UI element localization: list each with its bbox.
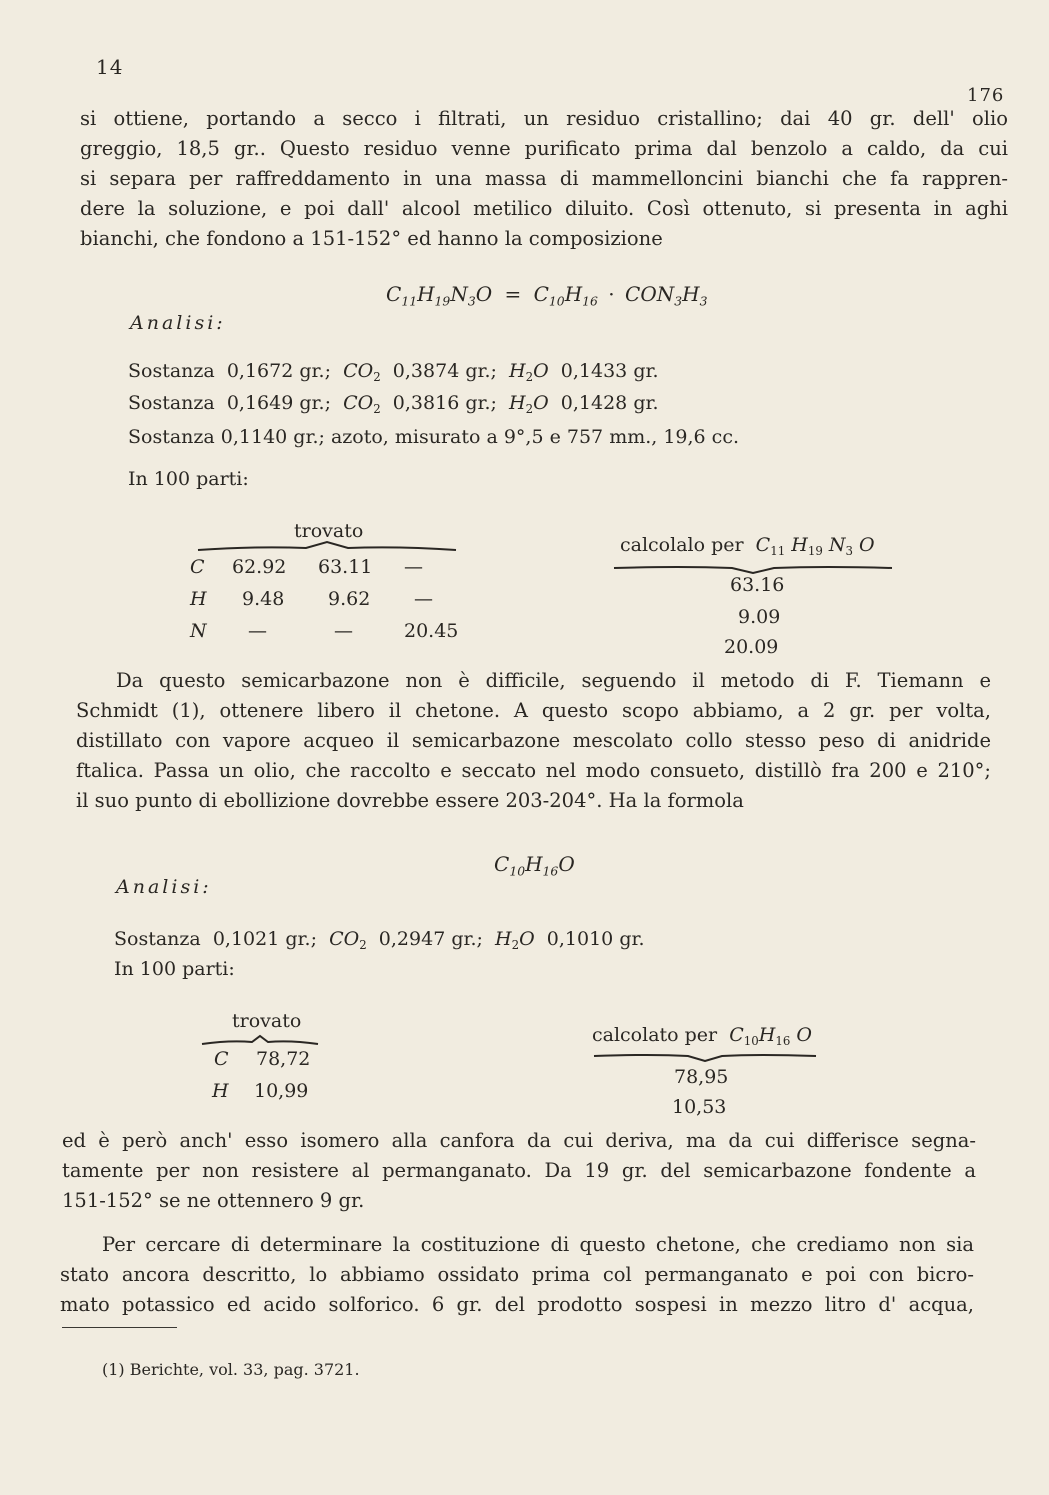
calc-value: 20.09 — [724, 636, 779, 658]
text-line: tamente per non resistere al permanganato. Da 19 gr. del semicarbazone fondente a — [62, 1159, 976, 1182]
analysis-row: Sostanza 0,1672 gr.; $CO_2$ 0,3874 gr.; $H_2O$ 0,1433 gr. — [128, 360, 659, 385]
in-100-parti: In 100 parti: — [114, 958, 235, 980]
trovato-brace — [196, 540, 458, 552]
text-line: bianchi, che fondono a 151-152° ed hanno la composizione — [80, 227, 663, 250]
table-row: C 62.92 63.11 — — [190, 556, 423, 578]
analysis-row: Sostanza 0,1021 gr.; $CO_2$ 0,2947 gr.; $H_2O$ 0,1010 gr. — [114, 928, 645, 953]
paragraph-4 — [60, 1230, 974, 1320]
text-line: ftalica. Passa un olio, che raccolto e seccato nel modo consueto, distillò fra 200 e 210°; — [76, 759, 991, 782]
text-line: Per cercare di determinare la costituzione di questo chetone, che crediamo non sia — [102, 1233, 974, 1256]
paragraph-1 — [80, 104, 1008, 254]
table-row: C 78,72 — [214, 1048, 311, 1070]
text-line: greggio, 18,5 gr.. Questo residuo venne purificato prima dal benzolo a caldo, da cui — [80, 137, 1008, 160]
in-100-parti: In 100 parti: — [128, 468, 249, 490]
calc-value: 9.09 — [738, 606, 781, 628]
text-line: dere la soluzione, e poi dall' alcool metilico diluito. Così ottenuto, si presenta in aghi — [80, 197, 1008, 220]
analysis-row-azoto: Sostanza 0,1140 gr.; azoto, misurato a 9°,5 e 757 mm., 19,6 cc. — [128, 426, 740, 448]
text-line: distillato con vapore acqueo il semicarbazone mescolato collo stesso peso di anidride — [76, 729, 991, 752]
text-line: 151-152° se ne ottennero 9 gr. — [62, 1189, 365, 1212]
analysis-row: Sostanza 0,1649 gr.; $CO_2$ 0,3816 gr.; $H_2O$ 0,1428 gr. — [128, 392, 659, 417]
table-row: N — — 20.45 — [190, 620, 459, 642]
calcolato-brace — [612, 562, 894, 574]
footnote-rule — [62, 1327, 177, 1328]
page-number-right: 176 — [967, 85, 1005, 106]
text-line: ed è però anch' esso isomero alla canfora da cui deriva, ma da cui differisce segna- — [62, 1129, 976, 1152]
calcolato-header: calcolato per $C_{10}H_{16}$ O — [592, 1024, 812, 1049]
trovato-brace — [200, 1034, 320, 1046]
calcolato-header: calcolalo per $C_{11}$ $H_{19}$ $N_3$ O — [620, 534, 875, 559]
text-line: il suo punto di ebollizione dovrebbe essere 203-204°. Ha la formola — [76, 789, 744, 812]
paragraph-2 — [76, 666, 991, 816]
trovato-header: trovato — [294, 520, 364, 542]
text-line: si separa per raffreddamento in una massa di mammelloncini bianchi che fa rappren- — [80, 167, 1008, 190]
text-line: si ottiene, portando a secco i filtrati, un residuo cristallino; dai 40 gr. dell' olio — [80, 107, 1008, 130]
formula-semicarbazone: $C_{11}H_{19}N_3O = C_{10}H_{16} \cdot CON_3H_3$ — [386, 282, 708, 309]
text-line: Da questo semicarbazone non è difficile, seguendo il metodo di F. Tiemann e — [116, 669, 991, 692]
table-row: H 10,99 — [212, 1080, 309, 1102]
analisi-label: Analisi: — [116, 876, 212, 898]
calc-value: 63.16 — [730, 574, 785, 596]
trovato-header: trovato — [232, 1010, 302, 1032]
formula-chetone: $C_{10}H_{16}O$ — [494, 852, 575, 879]
analisi-label: Analisi: — [130, 312, 226, 334]
text-line: mato potassico ed acido solforico. 6 gr. del prodotto sospesi in mezzo litro d' acqua, — [60, 1293, 974, 1316]
text-line: stato ancora descritto, lo abbiamo ossidato prima col permanganato e poi con bicro- — [60, 1263, 974, 1286]
calcolato-brace — [592, 1050, 818, 1062]
text-line: Schmidt (1), ottenere libero il chetone. A questo scopo abbiamo, a 2 gr. per volta, — [76, 699, 991, 722]
page-number-left: 14 — [96, 55, 124, 79]
calc-value: 10,53 — [672, 1096, 727, 1118]
paragraph-3 — [62, 1126, 976, 1216]
calc-value: 78,95 — [674, 1066, 729, 1088]
table-row: H 9.48 9.62 — — [190, 588, 433, 610]
footnote: (1) Berichte, vol. 33, pag. 3721. — [102, 1360, 360, 1379]
